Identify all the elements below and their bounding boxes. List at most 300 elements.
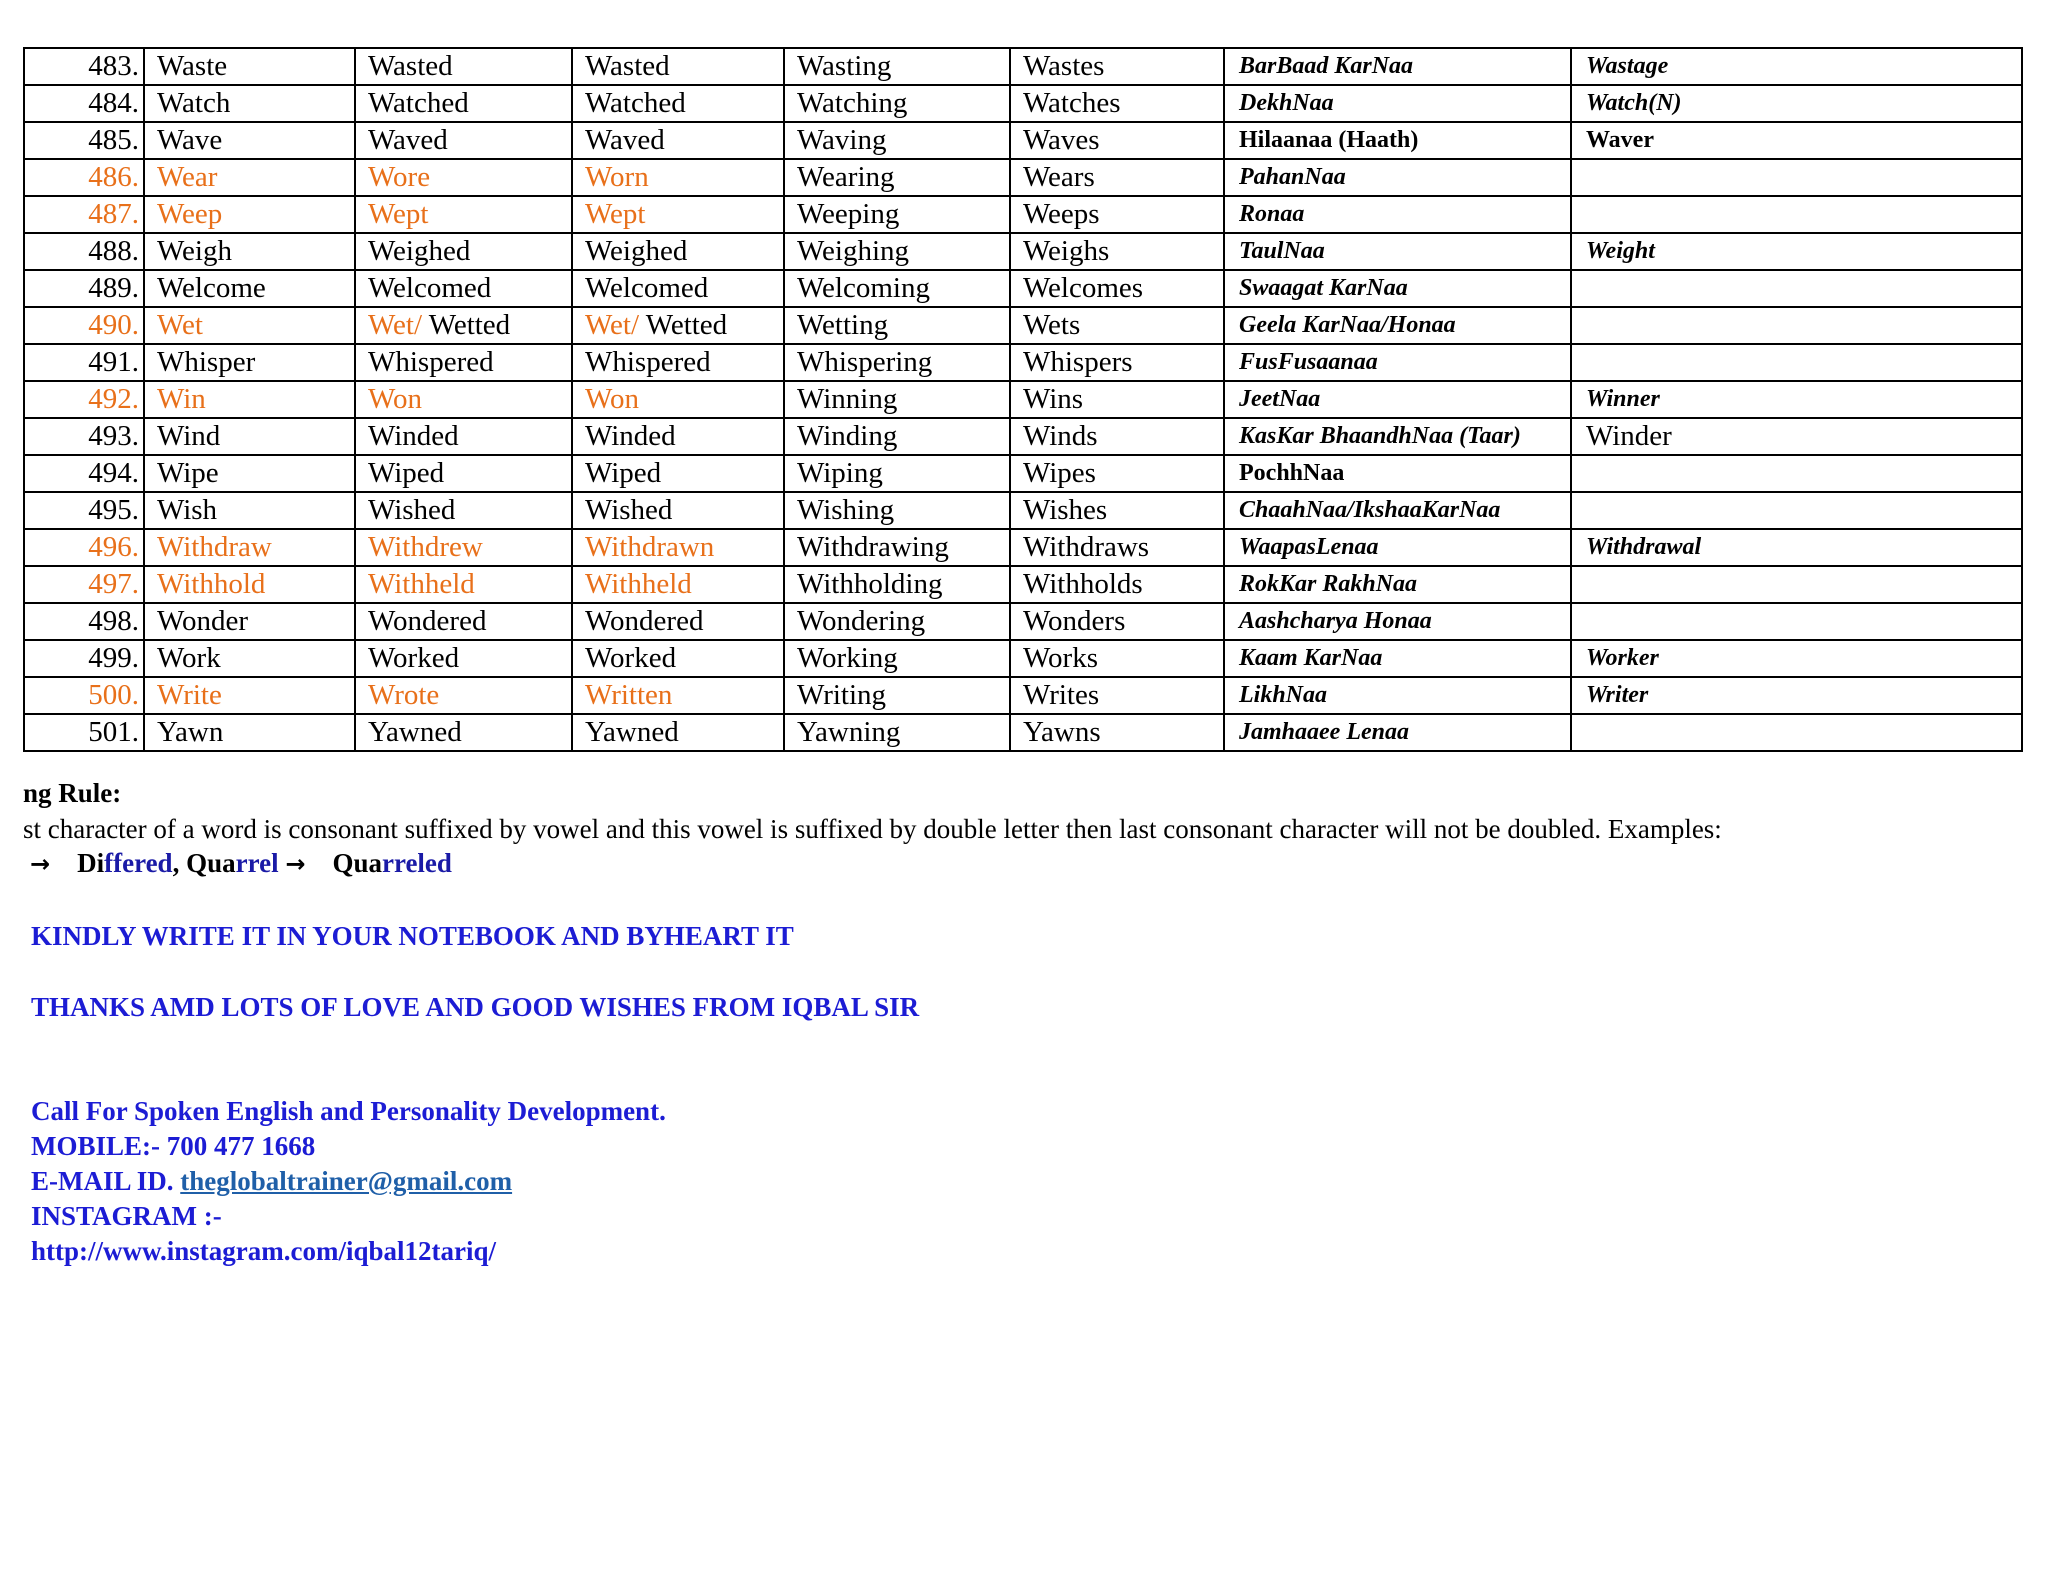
base-form-text: Write: [157, 679, 222, 711]
mobile-line: MOBILE:- 700 477 1668: [31, 1131, 316, 1161]
noun-form-text: Watch(N): [1586, 90, 1682, 116]
row-number: [24, 603, 144, 640]
s-form: [1010, 381, 1224, 418]
past-participle-form: [572, 455, 784, 492]
row-number: [24, 270, 144, 307]
row-number-text: 491.: [88, 346, 139, 378]
hindi-meaning-text: Geela KarNaa/Honaa: [1239, 312, 1456, 338]
noun-form: [1571, 196, 2022, 233]
past-participle-form: [572, 566, 784, 603]
table-row: [24, 677, 2022, 714]
row-number: [24, 344, 144, 381]
example-word-3-suffix: rreled: [381, 848, 452, 878]
s-form: [1010, 714, 1224, 751]
s-form-text: Withdraws: [1023, 531, 1150, 563]
past-participle-form: [572, 48, 784, 85]
ing-form-text: Wishing: [797, 494, 895, 526]
past-participle-form: [572, 85, 784, 122]
s-form: [1010, 233, 1224, 270]
table-row: [24, 48, 2022, 85]
noun-form-text: Withdrawal: [1586, 534, 1702, 560]
ing-form-text: Weighing: [797, 235, 910, 267]
noun-form: [1571, 566, 2022, 603]
noun-form: [1571, 85, 2022, 122]
past-participle-form: [572, 344, 784, 381]
row-number-text: 492.: [88, 383, 139, 415]
ing-form: [784, 418, 1010, 455]
past-participle-form: [572, 122, 784, 159]
row-number-text: 496.: [88, 531, 139, 563]
contact-block: [31, 1094, 666, 1269]
table-row: [24, 603, 2022, 640]
row-number-text: 494.: [88, 457, 139, 489]
ing-form: [784, 492, 1010, 529]
ing-form-text: Wondering: [797, 605, 926, 637]
noun-form: [1571, 529, 2022, 566]
s-form: [1010, 85, 1224, 122]
s-form: [1010, 677, 1224, 714]
s-form-text: Wastes: [1023, 50, 1105, 82]
ing-form-text: Whispering: [797, 346, 933, 378]
row-number: [24, 640, 144, 677]
ing-form: [784, 677, 1010, 714]
hindi-meaning: [1224, 492, 1571, 529]
past-participle-form-text: Winded: [585, 420, 676, 452]
ing-form: [784, 48, 1010, 85]
s-form-text: Wets: [1023, 309, 1081, 341]
base-form-text: Waste: [157, 50, 228, 82]
row-number-text: 499.: [88, 642, 139, 674]
past-form: [355, 381, 572, 418]
base-form-text: Win: [157, 383, 206, 415]
table-row: [24, 270, 2022, 307]
base-form: [144, 85, 355, 122]
example-word-1-stem: Di: [77, 848, 105, 878]
noun-form: [1571, 418, 2022, 455]
past-participle-form: [572, 640, 784, 677]
table-row: [24, 455, 2022, 492]
past-form: [355, 640, 572, 677]
s-form: [1010, 159, 1224, 196]
noun-form: [1571, 270, 2022, 307]
hindi-meaning-text: Swaagat KarNaa: [1239, 275, 1408, 301]
email-link[interactable]: theglobaltrainer@gmail.com: [180, 1166, 513, 1196]
past-form: [355, 455, 572, 492]
noun-form: [1571, 455, 2022, 492]
base-form: [144, 196, 355, 233]
s-form-text: Winds: [1023, 420, 1098, 452]
hindi-meaning-text: WaapasLenaa: [1239, 534, 1379, 560]
past-form: [355, 270, 572, 307]
base-form-text: Wipe: [157, 457, 219, 489]
hindi-meaning-text: KasKar BhaandhNaa (Taar): [1239, 423, 1521, 449]
hindi-meaning-text: PahanNaa: [1239, 164, 1346, 190]
ing-form-text: Yawning: [797, 716, 901, 748]
table-row: [24, 381, 2022, 418]
past-form-text: Withdrew: [368, 531, 483, 563]
noun-form-text: Winder: [1586, 420, 1672, 452]
past-participle-form-text: Withdrawn: [585, 531, 715, 563]
past-form-text: Wrote: [368, 679, 440, 711]
ing-form: [784, 196, 1010, 233]
hindi-meaning-text: FusFusaanaa: [1239, 349, 1378, 375]
ing-form: [784, 344, 1010, 381]
noun-form: [1571, 344, 2022, 381]
s-form: [1010, 48, 1224, 85]
ing-form-text: Wearing: [797, 161, 895, 193]
row-number-text: 488.: [88, 235, 139, 267]
past-participle-form: [572, 159, 784, 196]
s-form-text: Welcomes: [1023, 272, 1144, 304]
past-form-text: Won: [368, 383, 423, 415]
past-participle-form-text: Waved: [585, 124, 665, 156]
row-number-text: 493.: [88, 420, 139, 452]
noun-form: [1571, 714, 2022, 751]
past-form: [355, 196, 572, 233]
hindi-meaning-text: JeetNaa: [1239, 386, 1321, 412]
ing-form: [784, 233, 1010, 270]
row-number-text: 487.: [88, 198, 139, 230]
row-number: [24, 418, 144, 455]
row-number: [24, 48, 144, 85]
noun-form: [1571, 492, 2022, 529]
base-form-text: Wonder: [157, 605, 249, 637]
base-form-text: Wind: [157, 420, 221, 452]
ing-form: [784, 307, 1010, 344]
base-form-text: Weigh: [157, 235, 232, 267]
row-number: [24, 529, 144, 566]
past-form: [355, 677, 572, 714]
past-participle-form: [572, 418, 784, 455]
example-comma: ,: [172, 848, 180, 878]
hindi-meaning-text: TaulNaa: [1239, 238, 1325, 264]
table-row: [24, 714, 2022, 751]
ing-form-text: Working: [797, 642, 898, 674]
past-participle-form-text: Written: [585, 679, 673, 711]
row-number: [24, 122, 144, 159]
noun-form: [1571, 307, 2022, 344]
ing-form-text: Weeping: [797, 198, 900, 230]
s-form: [1010, 455, 1224, 492]
noun-form: [1571, 603, 2022, 640]
table-row: [24, 307, 2022, 344]
example-word-3-stem: Qua: [332, 848, 382, 878]
ing-form: [784, 381, 1010, 418]
hindi-meaning: [1224, 381, 1571, 418]
base-form-text: Work: [157, 642, 221, 674]
noun-form-text: Writer: [1586, 682, 1649, 708]
past-form-text: Wore: [368, 161, 431, 193]
ing-form: [784, 85, 1010, 122]
past-form-text: Wished: [368, 494, 456, 526]
arrow-right-icon: →: [30, 850, 51, 878]
s-form: [1010, 307, 1224, 344]
past-form: [355, 492, 572, 529]
instagram-url[interactable]: http://www.instagram.com/iqbal12tariq/: [31, 1236, 497, 1266]
past-participle-form-text: Worn: [585, 161, 649, 193]
row-number-text: 500.: [88, 679, 139, 711]
past-form-text: Waved: [368, 124, 448, 156]
s-form: [1010, 492, 1224, 529]
past-participle-form-text: Wondered: [585, 605, 704, 637]
noun-form: [1571, 677, 2022, 714]
base-form-text: Wet: [157, 309, 203, 341]
instagram-label: INSTAGRAM :-: [31, 1201, 222, 1231]
row-number: [24, 233, 144, 270]
hindi-meaning-text: DekhNaa: [1239, 90, 1334, 116]
hindi-meaning-text: BarBaad KarNaa: [1239, 53, 1414, 79]
base-form: [144, 418, 355, 455]
past-form: [355, 159, 572, 196]
arrow-right-icon: →: [285, 850, 306, 878]
table-row: [24, 85, 2022, 122]
hindi-meaning-text: Aashcharya Honaa: [1239, 608, 1432, 634]
base-form: [144, 714, 355, 751]
ing-form-text: Winding: [797, 420, 898, 452]
noun-form: [1571, 159, 2022, 196]
ing-form: [784, 455, 1010, 492]
ing-form: [784, 603, 1010, 640]
hindi-meaning-text: LikhNaa: [1239, 682, 1328, 708]
hindi-meaning: [1224, 159, 1571, 196]
notebook-note: KINDLY WRITE IT IN YOUR NOTEBOOK AND BYHEART IT: [31, 921, 794, 951]
row-number: [24, 677, 144, 714]
base-form: [144, 455, 355, 492]
ing-form: [784, 640, 1010, 677]
base-form-text: Welcome: [157, 272, 266, 304]
noun-form: [1571, 381, 2022, 418]
base-form-text: Whisper: [157, 346, 256, 378]
s-form-text: Wins: [1023, 383, 1084, 415]
noun-form-text: Weight: [1586, 238, 1655, 264]
base-form: [144, 566, 355, 603]
row-number-text: 486.: [88, 161, 139, 193]
noun-form: [1571, 233, 2022, 270]
past-form-text: Wasted: [368, 50, 453, 82]
base-form-text: Weep: [157, 198, 223, 230]
past-participle-form: [572, 233, 784, 270]
hindi-meaning: [1224, 344, 1571, 381]
hindi-meaning-text: Kaam KarNaa: [1239, 645, 1383, 671]
row-number-text: 497.: [88, 568, 139, 600]
row-number-text: 489.: [88, 272, 139, 304]
ing-form-text: Withholding: [797, 568, 943, 600]
past-participle-form: [572, 492, 784, 529]
row-number-text: 495.: [88, 494, 139, 526]
s-form-text: Weighs: [1023, 235, 1110, 267]
past-participle-form-text: Whispered: [585, 346, 711, 378]
rule-title: ng Rule:: [23, 778, 122, 808]
base-form: [144, 603, 355, 640]
hindi-meaning-text: Ronaa: [1239, 201, 1305, 227]
base-form: [144, 381, 355, 418]
s-form: [1010, 603, 1224, 640]
s-form: [1010, 196, 1224, 233]
s-form-text: Weeps: [1023, 198, 1100, 230]
past-participle-form-text: Yawned: [585, 716, 679, 748]
s-form-text: Wears: [1023, 161, 1095, 193]
base-form-text: Wear: [157, 161, 218, 193]
s-form: [1010, 640, 1224, 677]
table-row: [24, 529, 2022, 566]
past-form: [355, 529, 572, 566]
past-form: [355, 48, 572, 85]
past-form: [355, 418, 572, 455]
past-form: [355, 307, 572, 344]
base-form-text: Withhold: [157, 568, 266, 600]
s-form-text: Withholds: [1023, 568, 1143, 600]
hindi-meaning: [1224, 677, 1571, 714]
ing-form: [784, 159, 1010, 196]
table-row: [24, 566, 2022, 603]
verb-table-body: [24, 48, 2022, 751]
hindi-meaning: [1224, 418, 1571, 455]
hindi-meaning: [1224, 714, 1571, 751]
hindi-meaning-text: Hilaanaa (Haath): [1239, 127, 1419, 153]
s-form-text: Yawns: [1023, 716, 1101, 748]
ing-form: [784, 270, 1010, 307]
row-number-text: 501.: [88, 716, 139, 748]
s-form: [1010, 529, 1224, 566]
ing-form-text: Wasting: [797, 50, 892, 82]
call-line: Call For Spoken English and Personality Development.: [31, 1096, 666, 1126]
past-form: [355, 122, 572, 159]
ing-form-text: Wetting: [797, 309, 889, 341]
ing-form-text: Wiping: [797, 457, 883, 489]
row-number: [24, 196, 144, 233]
ing-form-text: Winning: [797, 383, 898, 415]
table-row: [24, 122, 2022, 159]
past-participle-form: [572, 714, 784, 751]
past-participle-form: [572, 529, 784, 566]
past-form-text: Winded: [368, 420, 459, 452]
hindi-meaning-text: RokKar RakhNaa: [1239, 571, 1418, 597]
past-participle-form: [572, 677, 784, 714]
ing-form-text: Welcoming: [797, 272, 930, 304]
ing-form: [784, 529, 1010, 566]
past-form-alt-text: Wetted: [422, 309, 511, 341]
past-participle-form-text: Weighed: [585, 235, 688, 267]
noun-form: [1571, 122, 2022, 159]
rule-example: [30, 848, 452, 879]
ing-form-text: Watching: [797, 87, 908, 119]
past-form-text: Wiped: [368, 457, 445, 489]
past-participle-form-text: Watched: [585, 87, 686, 119]
base-form-text: Wish: [157, 494, 218, 526]
past-participle-form: [572, 307, 784, 344]
s-form: [1010, 270, 1224, 307]
hindi-meaning: [1224, 455, 1571, 492]
row-number: [24, 307, 144, 344]
table-row: [24, 344, 2022, 381]
row-number: [24, 492, 144, 529]
base-form: [144, 307, 355, 344]
noun-form-text: Worker: [1586, 645, 1659, 671]
example-word-1-suffix: ffered: [104, 848, 173, 878]
table-row: [24, 492, 2022, 529]
base-form: [144, 344, 355, 381]
s-form: [1010, 122, 1224, 159]
s-form-text: Works: [1023, 642, 1098, 674]
noun-form: [1571, 640, 2022, 677]
past-participle-form-alt-text: Wetted: [639, 309, 728, 341]
hindi-meaning: [1224, 529, 1571, 566]
row-number-text: 483.: [88, 50, 139, 82]
row-number: [24, 381, 144, 418]
past-form-text: Welcomed: [368, 272, 492, 304]
example-word-2-stem: Qua: [186, 848, 236, 878]
past-participle-form: [572, 196, 784, 233]
hindi-meaning: [1224, 566, 1571, 603]
base-form: [144, 640, 355, 677]
row-number-text: 490.: [88, 309, 139, 341]
base-form: [144, 492, 355, 529]
s-form-text: Watches: [1023, 87, 1121, 119]
s-form-text: Wishes: [1023, 494, 1108, 526]
s-form: [1010, 344, 1224, 381]
verb-forms-table: [23, 47, 2023, 752]
hindi-meaning: [1224, 122, 1571, 159]
row-number: [24, 159, 144, 196]
base-form: [144, 529, 355, 566]
hindi-meaning: [1224, 48, 1571, 85]
base-form: [144, 159, 355, 196]
past-form: [355, 566, 572, 603]
base-form-text: Yawn: [157, 716, 224, 748]
s-form-text: Wonders: [1023, 605, 1126, 637]
row-number: [24, 85, 144, 122]
ing-form: [784, 122, 1010, 159]
hindi-meaning: [1224, 85, 1571, 122]
past-participle-form: [572, 381, 784, 418]
past-participle-form-text: Won: [585, 383, 640, 415]
past-form-text: Wondered: [368, 605, 487, 637]
base-form: [144, 233, 355, 270]
email-line: [31, 1164, 666, 1199]
past-form-text: Wet/: [368, 309, 423, 341]
ing-form: [784, 714, 1010, 751]
past-form: [355, 603, 572, 640]
past-form: [355, 233, 572, 270]
s-form-text: Waves: [1023, 124, 1100, 156]
past-form-text: Wept: [368, 198, 429, 230]
past-participle-form-text: Wasted: [585, 50, 670, 82]
past-form-text: Worked: [368, 642, 460, 674]
email-label: E-MAIL ID.: [31, 1166, 181, 1196]
base-form-text: Withdraw: [157, 531, 272, 563]
past-participle-form-text: Wet/: [585, 309, 640, 341]
s-form: [1010, 418, 1224, 455]
hindi-meaning: [1224, 640, 1571, 677]
ing-form: [784, 566, 1010, 603]
past-form: [355, 714, 572, 751]
table-row: [24, 233, 2022, 270]
row-number: [24, 714, 144, 751]
example-word-2-suffix: rrel: [235, 848, 279, 878]
ing-form-text: Waving: [797, 124, 887, 156]
s-form-text: Wipes: [1023, 457, 1096, 489]
past-form: [355, 344, 572, 381]
base-form: [144, 122, 355, 159]
row-number: [24, 566, 144, 603]
s-form-text: Whispers: [1023, 346, 1133, 378]
noun-form-text: Wastage: [1586, 53, 1669, 79]
hindi-meaning: [1224, 603, 1571, 640]
past-participle-form-text: Wiped: [585, 457, 662, 489]
past-form-text: Weighed: [368, 235, 471, 267]
hindi-meaning: [1224, 196, 1571, 233]
past-participle-form-text: Wished: [585, 494, 673, 526]
